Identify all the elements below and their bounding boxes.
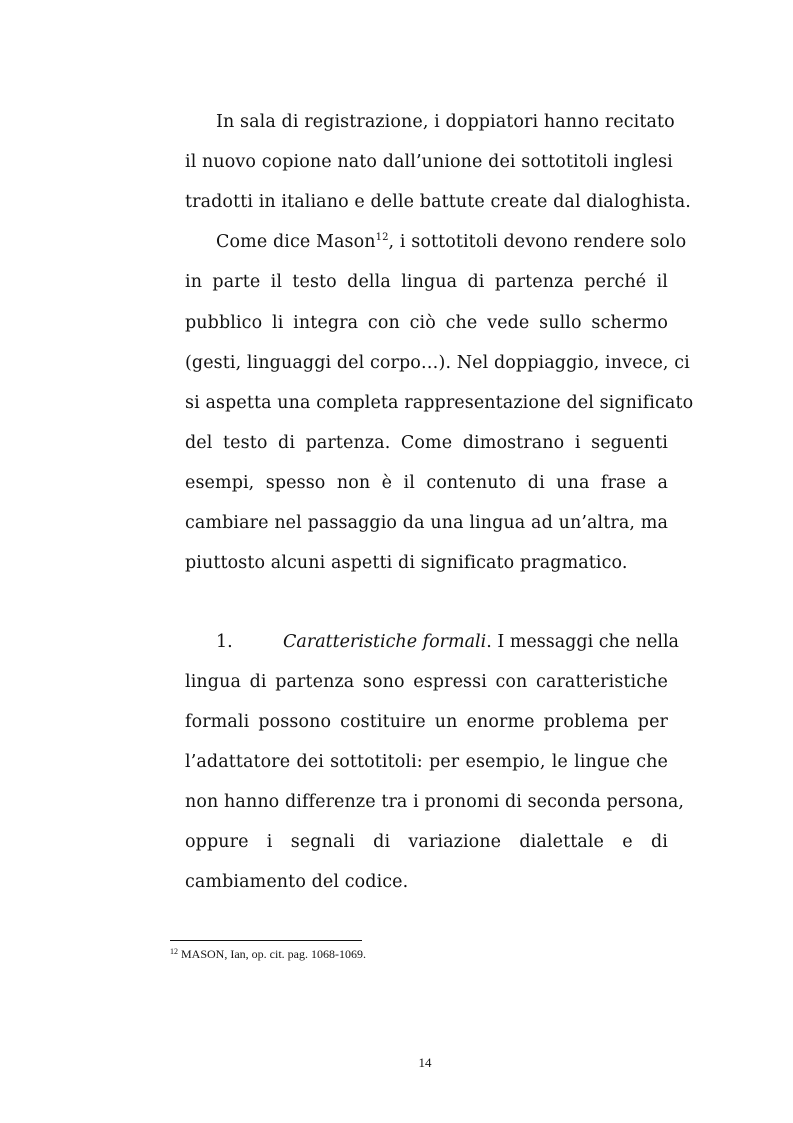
paragraph-2-line-5: si aspetta una completa rappresentazione del significato — [185, 393, 694, 413]
section-number: 1. — [216, 632, 233, 652]
page-number: 14 — [418, 1055, 432, 1070]
paragraph-2-line-3: pubblico li integra con ciò che vede sullo schermo — [185, 313, 668, 333]
section-1-line-3: formali possono costituire un enorme problema per — [185, 712, 668, 732]
footnote-separator — [170, 940, 362, 941]
paragraph-2-text-start: Come dice Mason — [216, 232, 376, 252]
paragraph-2-line-7: esempi, spesso non è il contenuto di una frase a — [185, 473, 668, 493]
section-heading-line — [283, 629, 679, 655]
footnote — [170, 947, 366, 961]
section-1-line-4: l’adattatore dei sottotitoli: per esempio, le lingue che — [185, 752, 668, 772]
paragraph-2-line-2: in parte il testo della lingua di partenza perché il — [185, 272, 668, 292]
section-1-line-7: cambiamento del codice. — [185, 872, 409, 892]
section-title: Caratteristiche formali — [283, 632, 487, 652]
footnote-number: 12 — [170, 947, 178, 956]
paragraph-2-line-4: (gesti, linguaggi del corpo…). Nel doppiaggio, invece, ci — [185, 353, 690, 373]
paragraph-1-line-1: In sala di registrazione, i doppiatori hanno recitato — [216, 112, 675, 132]
paragraph-2-line-6: del testo di partenza. Come dimostrano i seguenti — [185, 433, 668, 453]
paragraph-1-line-3: tradotti in italiano e delle battute create dal dialoghista. — [185, 192, 691, 212]
paragraph-2-line-9: piuttosto alcuni aspetti di significato pragmatico. — [185, 553, 628, 573]
section-1-line-5: non hanno differenze tra i pronomi di seconda persona, — [185, 792, 685, 812]
paragraph-2-text-end: , i sottotitoli devono rendere solo — [388, 232, 687, 252]
section-1-heading — [216, 629, 679, 655]
paragraph-2-line-8: cambiare nel passaggio da una lingua ad un’altra, ma — [185, 513, 668, 533]
section-first-line-rest: . I messaggi che nella — [486, 632, 679, 652]
section-1-line-2: lingua di partenza sono espressi con caratteristiche — [185, 672, 668, 692]
footnote-reference: 12 — [375, 232, 389, 243]
paragraph-2-line-1 — [216, 229, 687, 255]
footnote-text: MASON, Ian, op. cit. pag. 1068-1069. — [178, 947, 366, 961]
section-1-line-6: oppure i segnali di variazione dialettale e di — [185, 832, 668, 852]
paragraph-1-line-2: il nuovo copione nato dall’unione dei sottotitoli inglesi — [185, 152, 673, 172]
